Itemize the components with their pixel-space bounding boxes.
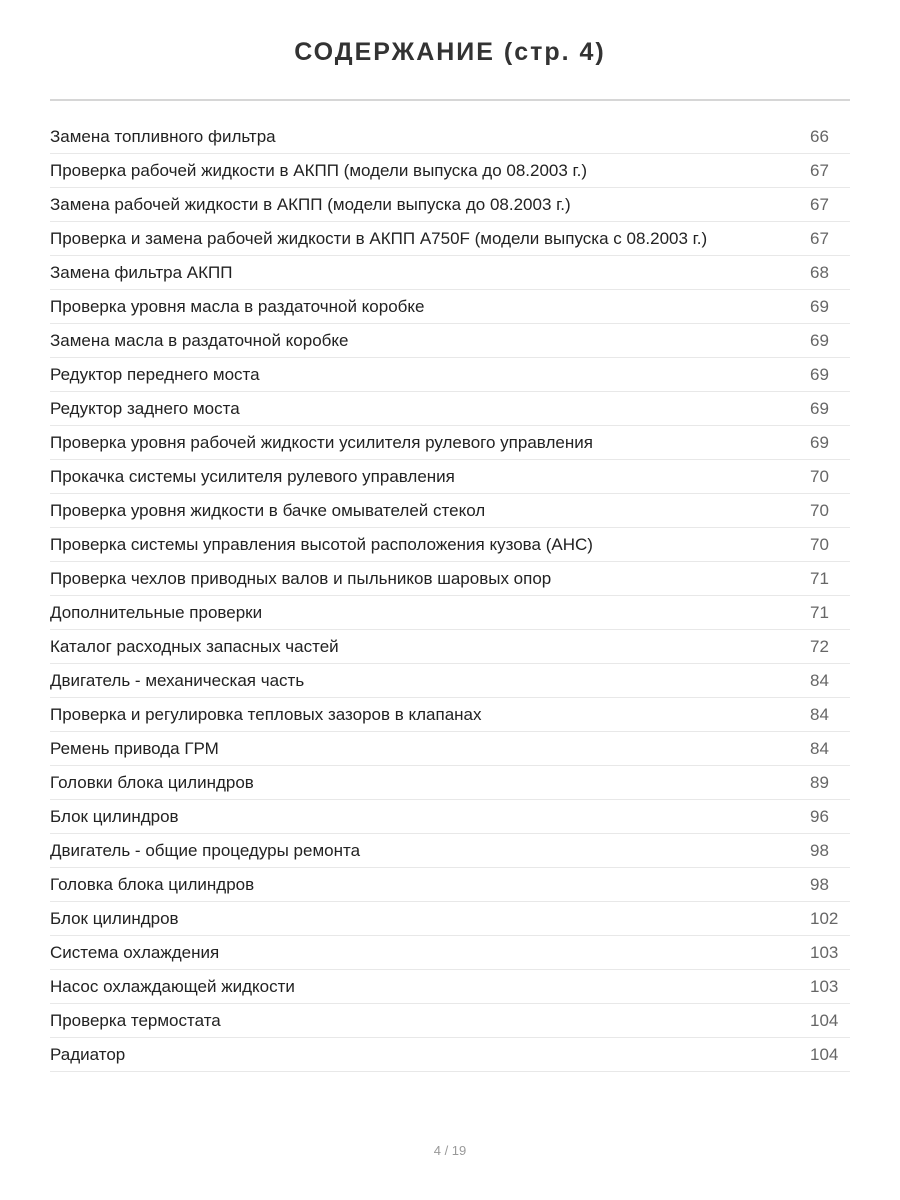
toc-entry[interactable] bbox=[50, 800, 850, 834]
toc-entry-page-number: 69 bbox=[810, 398, 829, 418]
page-indicator: 4 / 19 bbox=[433, 1143, 467, 1158]
toc-entry-page-number: 69 bbox=[810, 364, 829, 384]
toc-entry-page-number: 71 bbox=[810, 568, 829, 588]
toc-entry[interactable] bbox=[50, 188, 850, 222]
title-divider bbox=[50, 99, 850, 101]
toc-entry[interactable] bbox=[50, 834, 850, 868]
toc-entry-title: Проверка уровня жидкости в бачке омывателей стекол bbox=[50, 500, 486, 520]
toc-entry-title: Замена масла в раздаточной коробке bbox=[50, 330, 349, 350]
toc-entry[interactable] bbox=[50, 120, 850, 154]
toc-entry[interactable] bbox=[50, 154, 850, 188]
toc-entry[interactable] bbox=[50, 902, 850, 936]
toc-entry-title: Система охлаждения bbox=[50, 942, 220, 962]
toc-entry-title: Проверка уровня рабочей жидкости усилителя рулевого управления bbox=[50, 432, 593, 452]
toc-entry-page-number: 67 bbox=[810, 228, 829, 248]
toc-entry[interactable] bbox=[50, 664, 850, 698]
toc-entry-page-number: 68 bbox=[810, 262, 829, 282]
toc-entry-page-number: 103 bbox=[810, 942, 839, 962]
toc-entry[interactable] bbox=[50, 562, 850, 596]
toc-entry-title: Каталог расходных запасных частей bbox=[50, 636, 339, 656]
toc-entry-page-number: 70 bbox=[810, 500, 829, 520]
page-title: СОДЕРЖАНИЕ (стр. 4) bbox=[294, 38, 606, 66]
toc-entry-title: Двигатель - механическая часть bbox=[50, 670, 305, 690]
toc-entry-page-number: 96 bbox=[810, 806, 829, 826]
toc-entry[interactable] bbox=[50, 324, 850, 358]
toc-entry[interactable] bbox=[50, 256, 850, 290]
toc-entry[interactable] bbox=[50, 494, 850, 528]
toc-entry-page-number: 104 bbox=[810, 1044, 839, 1064]
toc-entry-page-number: 104 bbox=[810, 1010, 839, 1030]
toc-entry-title: Проверка термостата bbox=[50, 1010, 221, 1030]
toc-entry[interactable] bbox=[50, 970, 850, 1004]
toc-entry-title: Проверка уровня масла в раздаточной коробке bbox=[50, 296, 425, 316]
toc-entry[interactable] bbox=[50, 936, 850, 970]
toc-list bbox=[50, 120, 850, 1072]
toc-entry-title: Редуктор переднего моста bbox=[50, 364, 260, 384]
toc-entry-title: Проверка рабочей жидкости в АКПП (модели выпуска до 08.2003 г.) bbox=[50, 160, 588, 180]
toc-entry-title: Блок цилиндров bbox=[50, 806, 179, 826]
toc-entry-page-number: 89 bbox=[810, 772, 829, 792]
toc-entry-page-number: 70 bbox=[810, 466, 829, 486]
toc-entry-page-number: 69 bbox=[810, 432, 829, 452]
toc-entry-title: Головка блока цилиндров bbox=[50, 874, 255, 894]
toc-entry[interactable] bbox=[50, 868, 850, 902]
toc-entry-page-number: 103 bbox=[810, 976, 839, 996]
toc-entry[interactable] bbox=[50, 528, 850, 562]
toc-entry-title: Замена фильтра АКПП bbox=[50, 262, 233, 282]
toc-entry[interactable] bbox=[50, 732, 850, 766]
toc-entry-page-number: 98 bbox=[810, 874, 829, 894]
toc-entry-title: Замена топливного фильтра bbox=[50, 126, 276, 146]
toc-entry[interactable] bbox=[50, 766, 850, 800]
toc-entry-title: Двигатель - общие процедуры ремонта bbox=[50, 840, 361, 860]
toc-entry[interactable] bbox=[50, 290, 850, 324]
toc-entry[interactable] bbox=[50, 426, 850, 460]
toc-entry[interactable] bbox=[50, 392, 850, 426]
toc-entry-page-number: 66 bbox=[810, 126, 829, 146]
toc-entry-page-number: 72 bbox=[810, 636, 829, 656]
toc-entry-title: Насос охлаждающей жидкости bbox=[50, 976, 295, 996]
toc-entry-page-number: 70 bbox=[810, 534, 829, 554]
toc-entry-title: Замена рабочей жидкости в АКПП (модели выпуска до 08.2003 г.) bbox=[50, 194, 571, 214]
toc-entry-title: Проверка и замена рабочей жидкости в АКПП A750F (модели выпуска с 08.2003 г.) bbox=[50, 228, 708, 248]
toc-entry-title: Дополнительные проверки bbox=[50, 602, 263, 622]
toc-entry[interactable] bbox=[50, 1004, 850, 1038]
toc-entry-title: Головки блока цилиндров bbox=[50, 772, 254, 792]
toc-entry-title: Редуктор заднего моста bbox=[50, 398, 240, 418]
toc-entry-page-number: 71 bbox=[810, 602, 829, 622]
toc-entry[interactable] bbox=[50, 222, 850, 256]
toc-entry-title: Радиатор bbox=[50, 1044, 126, 1064]
toc-entry[interactable] bbox=[50, 460, 850, 494]
toc-entry-page-number: 67 bbox=[810, 160, 829, 180]
toc-entry[interactable] bbox=[50, 698, 850, 732]
toc-entry-page-number: 98 bbox=[810, 840, 829, 860]
toc-entry-title: Ремень привода ГРМ bbox=[50, 738, 219, 758]
toc-entry-page-number: 84 bbox=[810, 704, 829, 724]
toc-entry[interactable] bbox=[50, 1038, 850, 1072]
toc-entry-title: Проверка и регулировка тепловых зазоров в клапанах bbox=[50, 704, 482, 724]
toc-entry[interactable] bbox=[50, 358, 850, 392]
toc-entry-page-number: 69 bbox=[810, 330, 829, 350]
toc-entry-title: Прокачка системы усилителя рулевого управления bbox=[50, 466, 455, 486]
toc-entry-title: Проверка чехлов приводных валов и пыльников шаровых опор bbox=[50, 568, 552, 588]
toc-entry[interactable] bbox=[50, 596, 850, 630]
toc-entry-page-number: 67 bbox=[810, 194, 829, 214]
toc-entry-page-number: 84 bbox=[810, 738, 829, 758]
toc-entry-page-number: 102 bbox=[810, 908, 839, 928]
toc-entry-page-number: 69 bbox=[810, 296, 829, 316]
toc-entry-title: Проверка системы управления высотой расположения кузова (AHC) bbox=[50, 534, 593, 554]
toc-entry-page-number: 84 bbox=[810, 670, 829, 690]
toc-entry[interactable] bbox=[50, 630, 850, 664]
toc-entry-title: Блок цилиндров bbox=[50, 908, 179, 928]
